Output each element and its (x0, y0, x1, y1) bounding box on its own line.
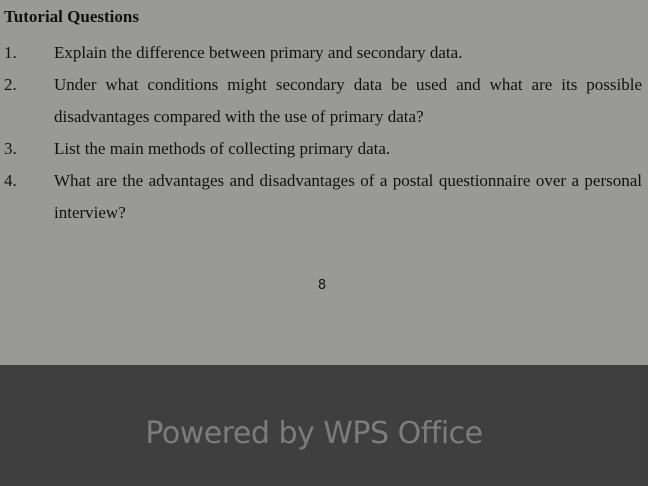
question-text: Explain the difference between primary and secondary data. (54, 43, 463, 62)
question-item-3 (0, 133, 648, 165)
question-item-4 (0, 165, 648, 229)
question-number: 2. (4, 75, 17, 94)
question-text: Under what conditions might secondary data be used and what are its possible disadvantages compared with the use of primary data? (54, 75, 642, 126)
page-number: 8 (317, 278, 327, 293)
question-number: 1. (4, 43, 17, 62)
question-list (0, 37, 648, 229)
page-title: Tutorial Questions (4, 7, 139, 26)
watermark-text: Powered by WPS Office (145, 416, 483, 451)
question-text: List the main methods of collecting primary data. (54, 139, 391, 158)
question-item-1 (0, 37, 648, 69)
question-item-2 (0, 69, 648, 133)
question-number: 3. (4, 139, 17, 158)
question-number: 4. (4, 171, 17, 190)
question-text: What are the advantages and disadvantages of a postal questionnaire over a personal interview? (54, 171, 642, 222)
